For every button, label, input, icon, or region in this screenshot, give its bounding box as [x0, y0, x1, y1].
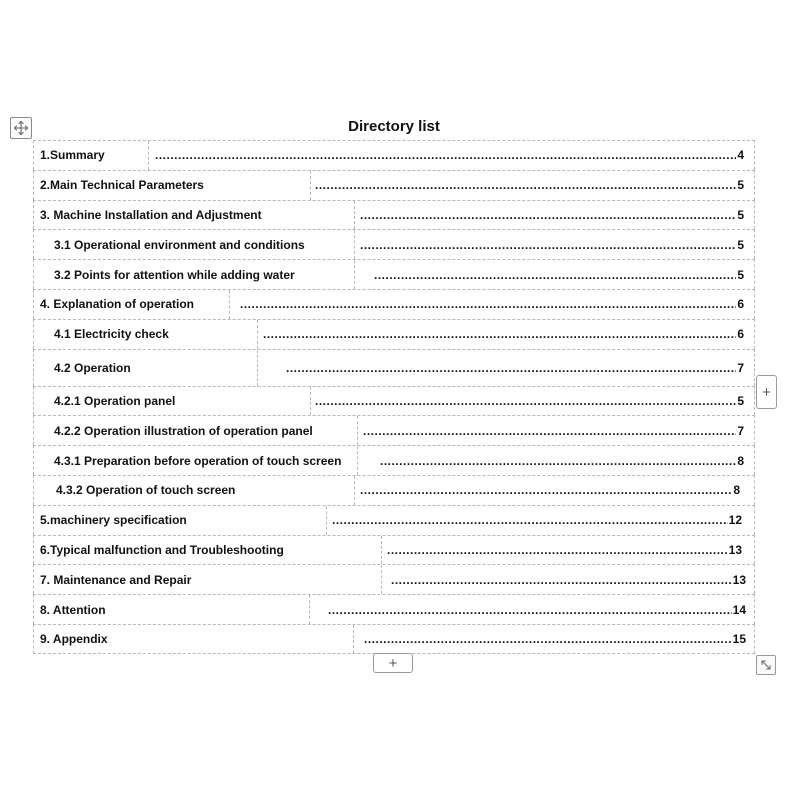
toc-row[interactable]	[33, 386, 755, 416]
four-way-arrow-icon	[13, 120, 29, 136]
dot-leader	[286, 361, 736, 375]
toc-row[interactable]	[33, 594, 755, 624]
dot-leader	[240, 297, 736, 311]
toc-entry-page: ..... 7	[286, 350, 754, 386]
toc-entry-label: 6.Typical malfunction and Troubleshooting	[34, 536, 382, 565]
toc-row[interactable]	[33, 170, 755, 200]
toc-entry-label: 1.Summary	[34, 141, 149, 170]
toc-entry-page: ..... 8	[360, 476, 754, 505]
toc-row[interactable]	[33, 445, 755, 475]
toc-entry-page: ..... 5	[315, 387, 754, 416]
dot-leader	[364, 632, 732, 646]
toc-row[interactable]	[33, 475, 755, 505]
dot-leader	[360, 483, 732, 497]
toc-row[interactable]	[33, 535, 755, 565]
toc-entry-page: ..... 14	[328, 595, 754, 624]
table-resize-handle[interactable]	[756, 655, 776, 675]
toc-row[interactable]	[33, 229, 755, 259]
dot-leader	[155, 148, 736, 162]
toc-row[interactable]	[33, 505, 755, 535]
dot-leader	[328, 603, 732, 617]
toc-entry-page: ..... 7	[363, 416, 754, 445]
toc-row[interactable]	[33, 319, 755, 349]
dot-leader	[315, 178, 736, 192]
dot-leader	[360, 238, 736, 252]
toc-row[interactable]	[33, 564, 755, 594]
toc-entry-page: ..... 5	[360, 230, 754, 259]
toc-entry-label: 8. Attention	[34, 595, 310, 624]
toc-entry-page: ..... 6	[263, 320, 754, 349]
toc-entry-page: ..... 5	[360, 201, 754, 230]
dot-leader	[387, 543, 728, 557]
toc-entry-label: 4.2.1 Operation panel	[34, 387, 311, 416]
toc-entry-page: ..... 15	[364, 625, 754, 653]
toc-row[interactable]	[33, 289, 755, 319]
toc-entry-page: ..... 8	[380, 446, 754, 475]
toc-row[interactable]	[33, 624, 755, 654]
dot-leader	[263, 327, 736, 341]
toc-entry-page: ..... 12	[332, 506, 754, 535]
toc-entry-page: ..... 4	[155, 141, 754, 170]
plus-icon: +	[762, 383, 771, 401]
diagonal-resize-icon	[760, 659, 772, 671]
document-title: Directory list	[348, 118, 440, 135]
dot-leader	[315, 394, 736, 408]
toc-entry-page: ..... 13	[387, 536, 754, 565]
toc-entry-label: 3.1 Operational environment and conditions	[34, 230, 355, 259]
toc-entry-page: ..... 5	[315, 171, 754, 200]
toc-entry-label: 3. Machine Installation and Adjustment	[34, 201, 355, 230]
toc-entry-label: 9. Appendix	[34, 625, 354, 653]
toc-entry-label: 4.2.2 Operation illustration of operation panel	[34, 416, 358, 445]
toc-entry-label: 4.3.1 Preparation before operation of touch screen	[34, 446, 358, 475]
add-row-button[interactable]	[373, 653, 413, 673]
add-column-button[interactable]	[756, 375, 777, 409]
toc-row[interactable]	[33, 200, 755, 230]
toc-entry-label: 5.machinery specification	[34, 506, 327, 535]
toc-row[interactable]	[33, 349, 755, 386]
toc-entry-page: ..... 6	[240, 290, 754, 319]
dot-leader	[332, 513, 728, 527]
plus-icon: +	[388, 654, 398, 672]
toc-row[interactable]	[33, 140, 755, 170]
toc-entry-label: 4.3.2 Operation of touch screen	[34, 476, 355, 505]
toc-entry-page: ..... 5	[374, 260, 754, 289]
toc-row[interactable]	[33, 259, 755, 289]
toc-table	[33, 140, 755, 654]
toc-entry-page: ..... 13	[391, 565, 754, 594]
dot-leader	[374, 268, 736, 282]
toc-entry-label: 4. Explanation of operation	[34, 290, 230, 319]
toc-entry-label: 3.2 Points for attention while adding water	[34, 260, 355, 289]
toc-entry-label: 4.2 Operation	[34, 350, 258, 386]
toc-entry-label: 7. Maintenance and Repair	[34, 565, 382, 594]
table-move-handle[interactable]	[10, 117, 32, 139]
dot-leader	[380, 454, 736, 468]
dot-leader	[363, 424, 736, 438]
dot-leader	[391, 573, 732, 587]
toc-row[interactable]	[33, 415, 755, 445]
toc-entry-label: 2.Main Technical Parameters	[34, 171, 311, 200]
toc-entry-label: 4.1 Electricity check	[34, 320, 258, 349]
dot-leader	[360, 208, 736, 222]
